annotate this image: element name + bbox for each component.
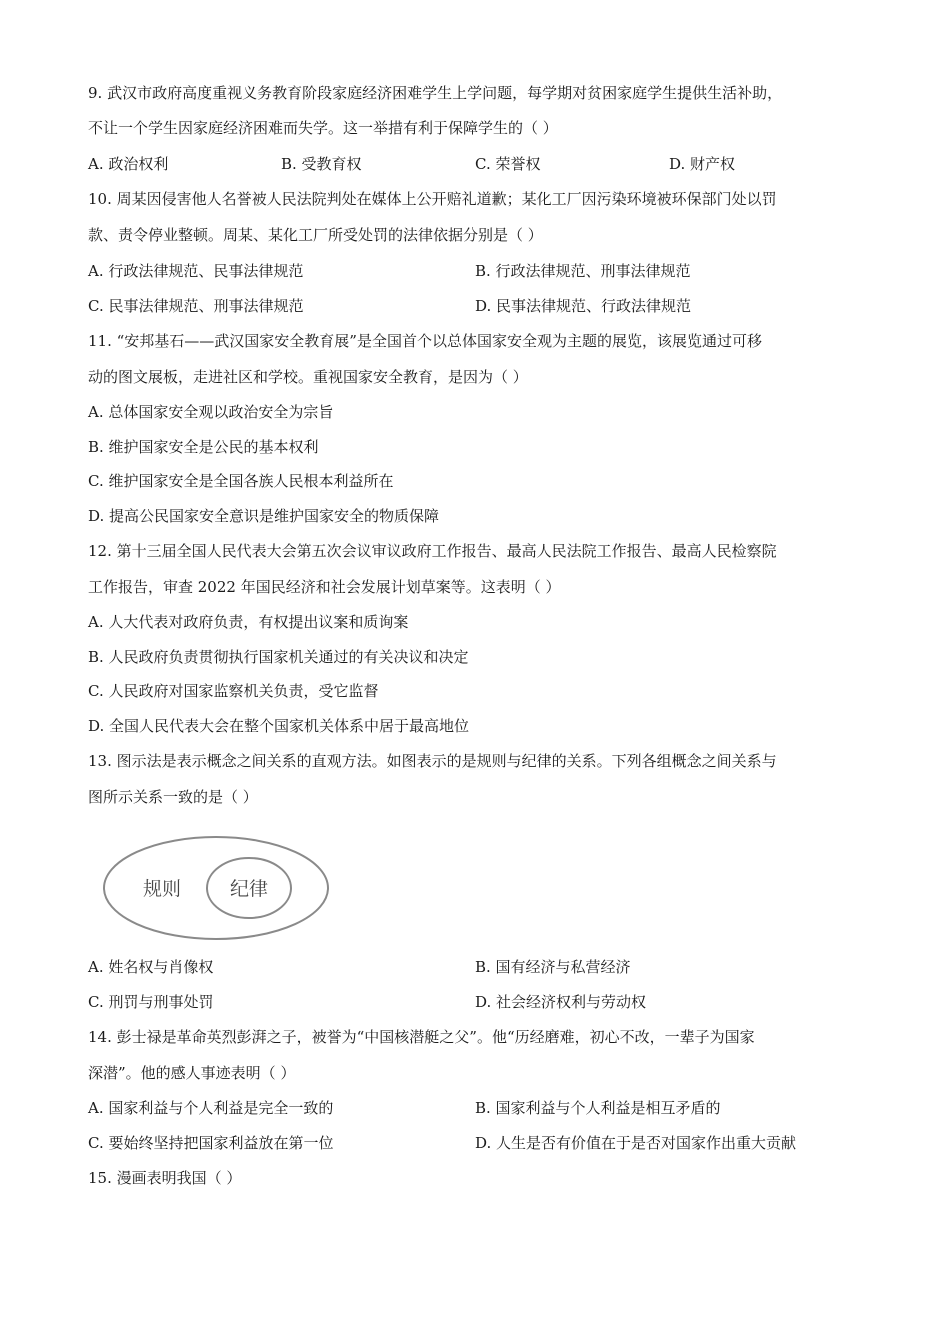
rules-discipline-diagram	[100, 832, 332, 944]
q14-option-d: D. 人生是否有价值在于是否对国家作出重大贡献	[475, 1134, 797, 1152]
q10-option-a: A. 行政法律规范、民事法律规范	[88, 262, 304, 280]
inner-label: 纪律	[229, 878, 269, 900]
q9-option-b: B. 受教育权	[281, 155, 362, 173]
q12-option-b: B. 人民政府负责贯彻执行国家机关通过的有关决议和决定	[88, 648, 469, 666]
q9-stem-line-1: 9. 武汉市政府高度重视义务教育阶段家庭经济困难学生上学问题，每学期对贫困家庭学生提供生活补助，	[88, 84, 783, 102]
q14-stem-line-1: 14. 彭士禄是革命英烈彭湃之子，被誉为“中国核潜艇之父”。他“历经磨难，初心不改，一辈子为国家	[88, 1028, 755, 1046]
q10-option-d: D. 民事法律规范、行政法律规范	[475, 297, 692, 315]
q9-stem-line-2: 不让一个学生因家庭经济困难而失学。这一举措有利于保障学生的（ ）	[88, 119, 558, 137]
q13-stem-line-2: 图所示关系一致的是（ ）	[88, 788, 258, 806]
q12-stem-line-1: 12. 第十三届全国人民代表大会第五次会议审议政府工作报告、最高人民法院工作报告、最高人民检察院	[88, 542, 777, 560]
outer-ellipse	[104, 837, 328, 939]
q9-option-c: C. 荣誉权	[475, 155, 541, 173]
q13-option-d: D. 社会经济权利与劳动权	[475, 993, 647, 1011]
q14-stem-line-2: 深潜”。他的感人事迹表明（ ）	[88, 1064, 296, 1082]
outer-label: 规则	[142, 878, 182, 900]
q9-option-d: D. 财产权	[669, 155, 736, 173]
q12-stem-line-2: 工作报告，审查 2022 年国民经济和社会发展计划草案等。这表明（ ）	[88, 578, 561, 596]
q11-option-c: C. 维护国家安全是全国各族人民根本利益所在	[88, 472, 394, 490]
q10-option-c: C. 民事法律规范、刑事法律规范	[88, 297, 304, 315]
q12-option-c: C. 人民政府对国家监察机关负责，受它监督	[88, 682, 379, 700]
q13-option-c: C. 刑罚与刑事处罚	[88, 993, 214, 1011]
q13-option-b: B. 国有经济与私营经济	[475, 958, 631, 976]
q14-option-a: A. 国家利益与个人利益是完全一致的	[88, 1099, 334, 1117]
q10-stem-line-1: 10. 周某因侵害他人名誉被人民法院判处在媒体上公开赔礼道歉；某化工厂因污染环境被环保部门处以罚	[88, 190, 777, 208]
q11-option-b: B. 维护国家安全是公民的基本权利	[88, 438, 319, 456]
q14-option-c: C. 要始终坚持把国家利益放在第一位	[88, 1134, 334, 1152]
q15-stem-line-1: 15. 漫画表明我国（ ）	[88, 1169, 242, 1187]
q10-stem-line-2: 款、责令停业整顿。周某、某化工厂所受处罚的法律依据分别是（ ）	[88, 226, 543, 244]
q11-option-a: A. 总体国家安全观以政治安全为宗旨	[88, 403, 334, 421]
q12-option-a: A. 人大代表对政府负责，有权提出议案和质询案	[88, 613, 409, 631]
q11-stem-line-1: 11. “安邦基石——武汉国家安全教育展”是全国首个以总体国家安全观为主题的展览，该展览通过可移	[88, 332, 762, 350]
q13-stem-line-1: 13. 图示法是表示概念之间关系的直观方法。如图表示的是规则与纪律的关系。下列各组概念之间关系与	[88, 752, 777, 770]
q13-option-a: A. 姓名权与肖像权	[88, 958, 214, 976]
q9-option-a: A. 政治权利	[88, 155, 169, 173]
q11-stem-line-2: 动的图文展板，走进社区和学校。重视国家安全教育，是因为（ ）	[88, 368, 528, 386]
q11-option-d: D. 提高公民国家安全意识是维护国家安全的物质保障	[88, 507, 440, 525]
q14-option-b: B. 国家利益与个人利益是相互矛盾的	[475, 1099, 721, 1117]
q10-option-b: B. 行政法律规范、刑事法律规范	[475, 262, 691, 280]
q12-option-d: D. 全国人民代表大会在整个国家机关体系中居于最高地位	[88, 717, 470, 735]
